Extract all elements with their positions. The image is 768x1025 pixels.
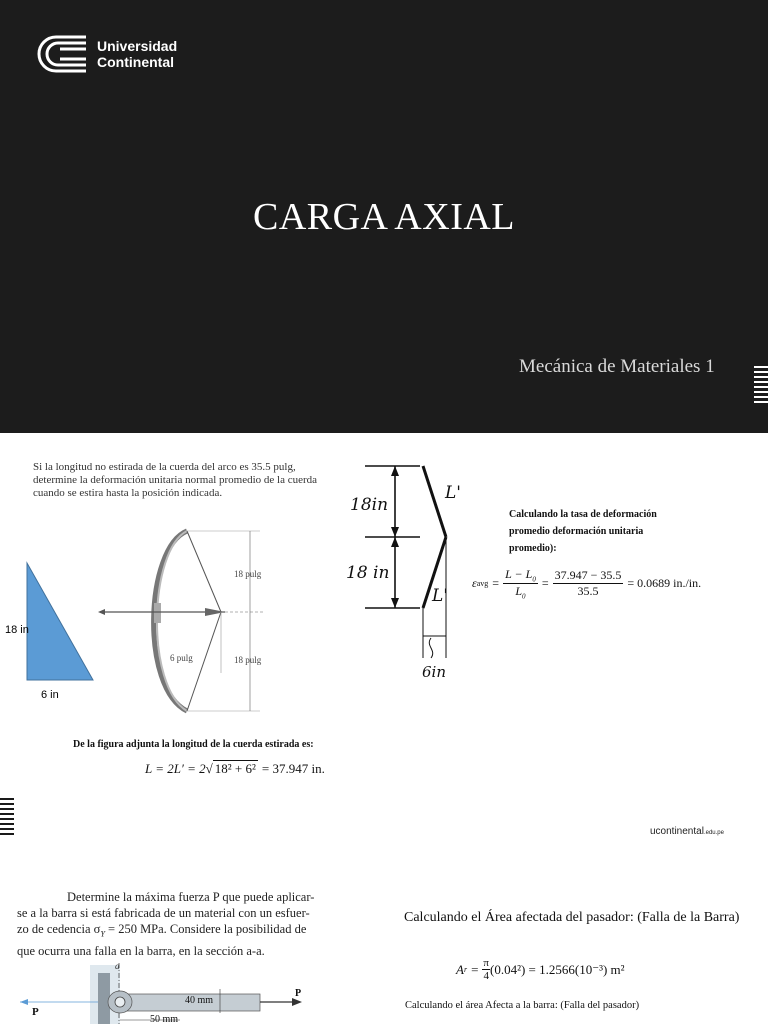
problem-2-line-3b: = 250 MPa. Considere la posibilidad de <box>108 922 307 936</box>
bow-top-dim: 18 pulg <box>234 569 262 579</box>
hand-label-l-top: L' <box>445 483 461 503</box>
length-eq-suffix: = 37.947 in. <box>261 761 325 776</box>
strain-note-line-2: promedio deformación unitaria <box>509 526 644 537</box>
force-label-right: P <box>295 988 302 999</box>
bow-pull-dim: 6 pulg <box>170 653 193 663</box>
area-eq-frac-den: 4 <box>483 970 489 982</box>
area-eq-lhs: A <box>456 961 464 977</box>
area-eq-frac-num: π <box>483 957 489 969</box>
dim-40mm: 40 mm <box>185 995 214 1006</box>
university-logo-icon <box>34 34 88 74</box>
problem-text: Si la longitud no estirada de la cuerda del arco es 35.5 pulg, determine la deformación unitaria normal promedio de la cuerda cuando se estira hasta la posición indicada. <box>33 461 318 499</box>
strain-note <box>509 506 657 557</box>
strain-equation: ε avg = $\frac{L - L_0}{L_0}$ = $\frac{37.947 - 35.5}{35.5}$ = 0.0689 in./in. <box>472 567 702 601</box>
problem-2-line-1: Determine la máxima fuerza P que puede aplicar- <box>67 890 315 904</box>
next-heading: Calculando el área Afecta a la barra: (Falla del pasador) <box>405 1000 640 1011</box>
area-heading: Calculando el Área afectada del pasador: (Falla de la Barra) <box>404 910 740 925</box>
hand-label-bottom: 6in <box>422 663 447 681</box>
area-eq-sub: r <box>463 965 468 974</box>
menu-icon[interactable] <box>754 366 768 406</box>
strain-note-line-1: Calculando la tasa de deformación <box>509 509 657 520</box>
brand-main: ucontinental <box>650 826 704 837</box>
brand-footer <box>650 826 724 837</box>
title-slide <box>0 0 768 433</box>
logo-line-2: Continental <box>97 54 174 70</box>
triangle-height-label: 18 in <box>5 624 29 636</box>
problem-2-text <box>17 889 362 959</box>
strain-eq-num2: 37.947 − 35.5 <box>554 568 622 583</box>
length-eq-prefix: L = 2L′ = 2 <box>145 761 206 776</box>
length-eq-radicand: 18² + 6² <box>214 761 256 776</box>
strain-eq-den1: L <box>515 584 523 599</box>
brand-tld: .edu.pe <box>703 830 724 836</box>
strain-note-line-3: promedio): <box>509 543 557 554</box>
hand-label-l-bottom: L' <box>432 586 448 606</box>
length-equation: L = 2L′ = 2 √ 18² + 6² = 37.947 in. <box>145 761 325 776</box>
dim-50mm: 50 mm <box>150 1014 179 1025</box>
logo-line-1: Universidad <box>97 38 178 54</box>
axial-load-slide <box>0 853 768 1024</box>
triangle-base-label: 6 in <box>41 689 59 701</box>
strain-eq-sub: avg <box>476 579 489 589</box>
strain-eq-result: = 0.0689 in./in. <box>627 576 702 591</box>
area-eq-rest: (0.04²) = 1.2566(10⁻³) m² <box>489 961 625 977</box>
strain-slide <box>0 433 768 853</box>
menu-icon-slide2[interactable] <box>0 798 14 838</box>
hand-label-top: 18in <box>350 495 389 515</box>
problem-2-sub: Y <box>100 929 105 939</box>
section-label-a: a <box>115 961 120 971</box>
problem-2-line-2: se a la barra si está fabricada de un material con un esfuer- <box>17 906 310 920</box>
force-label-left: P <box>32 1006 39 1018</box>
triangle-figure <box>20 558 100 688</box>
slide-subtitle: Mecánica de Materiales 1 <box>519 356 715 377</box>
strain-eq-num1: L − L <box>505 567 533 581</box>
area-equation: A r = $\frac{\pi}{4}$ (0.04²) = 1.2566(10⁻³) m² <box>456 957 625 982</box>
bow-bottom-dim: 18 pulg <box>234 655 262 665</box>
length-note: De la figura adjunta la longitud de la cuerda estirada es: <box>73 739 314 750</box>
hand-label-middle: 18 in <box>346 563 390 583</box>
problem-2-line-4: que ocurra una falla en la barra, en la sección a-a. <box>17 943 265 958</box>
bow-figure <box>95 523 275 723</box>
slide-title: CARGA AXIAL <box>252 196 516 238</box>
strain-eq-lhs: ε <box>472 576 477 591</box>
strain-eq-den2: 35.5 <box>577 584 599 599</box>
problem-2-line-3: zo de cedencia σ <box>17 922 101 936</box>
